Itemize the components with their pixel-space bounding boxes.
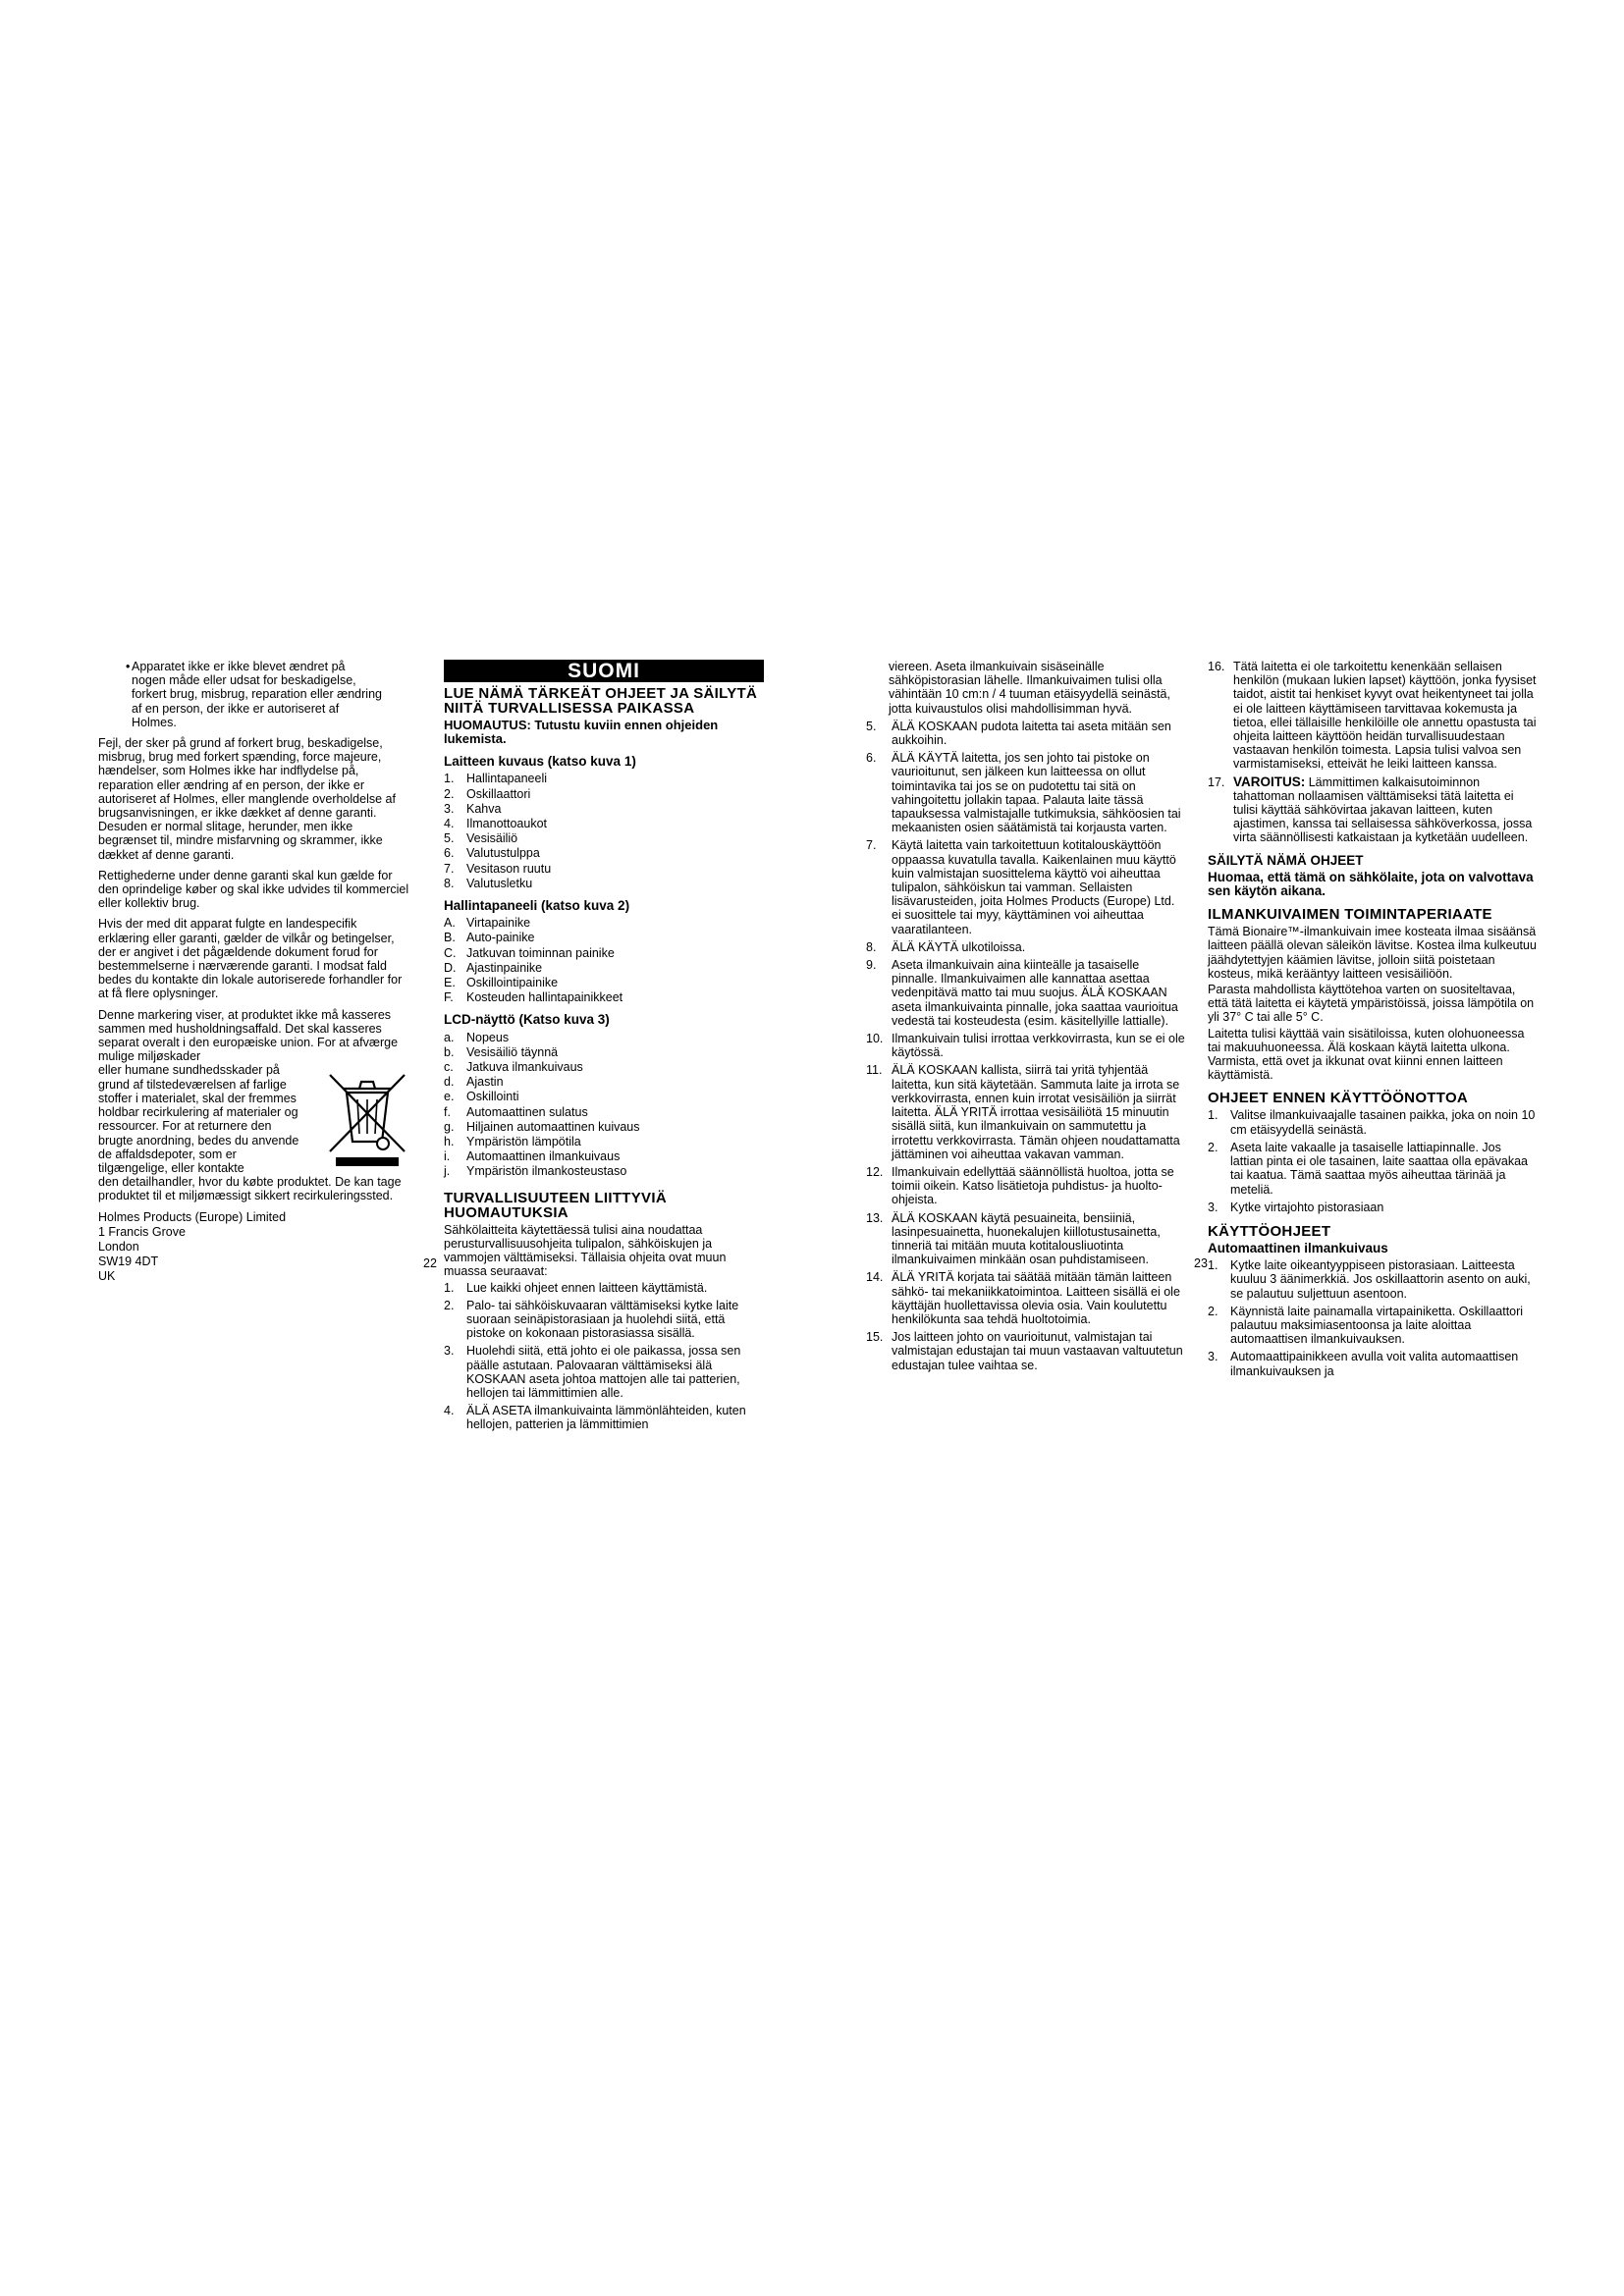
list-item	[1208, 775, 1537, 845]
item-number: 1.	[444, 1280, 455, 1295]
list-item	[444, 831, 764, 845]
parts-list	[444, 772, 764, 890]
list-item	[444, 1031, 764, 1044]
safety-list	[444, 1281, 764, 1432]
item-letter: C.	[444, 945, 457, 960]
list-item	[1208, 1201, 1537, 1214]
bullet-dot: •	[126, 660, 131, 673]
item-text: ÄLÄ KOSKAAN kallista, siirrä tai yritä tyhjentää laitetta, kun sitä käytetään. Sammuta laite ja irrota se verkkovirrasta, ennen kuin irrotat vesisäiliön ja siirrät laitetta. ÄLÄ YRITÄ irrottaa vesisäiliötä 15 minuutin sisällä siitä, kun ilmankuivain on sammutettu ja irrotettu verkkovirrasta. Tämän ohjeen noudattamatta jättäminen voi aiheuttaa vakavan vamman.	[892, 1063, 1180, 1161]
item-text: Ilmankuivain edellyttää säännöllistä huoltoa, jotta se toimii oikein. Katso lisätietoja puhdistus- ja huolto-ohjeista.	[892, 1164, 1174, 1207]
item-text: Ympäristön ilmankosteustaso	[466, 1164, 627, 1179]
list-item	[444, 990, 764, 1004]
column-finnish-2	[866, 660, 1185, 1376]
item-text: Ajastinpainike	[466, 960, 543, 975]
list-item	[444, 772, 764, 785]
item-text: Auto-painike	[466, 931, 535, 945]
item-text: Jatkuva ilmankuivaus	[466, 1060, 583, 1075]
item-number: 6.	[444, 846, 455, 861]
item-letter: c.	[444, 1060, 454, 1075]
item-text: Tätä laitetta ei ole tarkoitettu kenenkään sellaisen henkilön (mukaan lukien lapset) käyttöön, jonka fyysiset taidot, aistit tai henkiset kyvyt ovat heikentyneet tai jolla ei ole laitteen käyttämiseen tarvittavaa kokemusta ja tietoa, ellei tällaisille henkilöille ole annettu opastusta tai ohjeita laitteen käyttöön heidän turvallisuudestaan vastaavan henkilön toimesta. Lapsia tulisi valvoa sen varmistamiseksi, etteivät he leiki laitteen kanssa.	[1233, 660, 1537, 772]
item-letter: A.	[444, 916, 456, 931]
item-letter: D.	[444, 960, 457, 975]
list-item	[866, 1330, 1185, 1372]
list-item	[866, 940, 1185, 954]
item-text: Aseta ilmankuivain aina kiinteälle ja tasaiselle pinnalle. Ilmankuivaimen alle kannattaa asettaa vedenpitävä matto tai muu suojus. ÄLÄ KOSKAAN aseta ilmankuivainta pinnalle, joka saattaa vaurioitua vedestä tai kosteudesta (esim. käsitellyille lattialle).	[892, 958, 1178, 1028]
item-number: 3.	[1208, 1200, 1218, 1214]
item-text: Virtapainike	[466, 916, 531, 931]
item-number: 2.	[444, 1298, 455, 1312]
item-number: 9.	[866, 958, 877, 973]
item-letter: i.	[444, 1149, 451, 1164]
list-item	[444, 1090, 764, 1103]
item-letter: f.	[444, 1104, 451, 1119]
item-letter: d.	[444, 1075, 455, 1090]
list-item	[1208, 1350, 1537, 1377]
item-number: 8.	[866, 939, 877, 954]
list-item	[444, 1135, 764, 1148]
important-instructions-heading: LUE NÄMÄ TÄRKEÄT OHJEET JA SÄILYTÄ NIITÄ TURVALLISESSA PAIKASSA	[444, 685, 758, 718]
item-text: ÄLÄ KOSKAAN käytä pesuaineita, bensiiniä, lasinpesuainetta, huonekalujen kiillotustusainetta, tinneriä tai mitään muuta kotitalousliuotinta ilmankuivaimen minkään osan puhdistamiseen.	[892, 1210, 1161, 1267]
item-text: Aseta laite vakaalle ja tasaiselle lattiapinnalle. Jos lattian pinta ei ole tasainen, laite saattaa olla epävakaa tai kaatua. Tämä saattaa myös aiheuttaa tärinää ja meteliä.	[1230, 1140, 1528, 1197]
recycling-text-end: den detailhandler, hvor du købte produktet. De kan tage produktet til et miljømæssigt sikkert recirkuleringssted.	[98, 1175, 402, 1203]
note-text: HUOMAUTUS: Tutustu kuviin ennen ohjeiden lukemista.	[444, 718, 719, 747]
list-item	[866, 1165, 1185, 1207]
operating-paragraph-1: Tämä Bionaire™-ilmankuivain imee kosteata ilmaa sisäänsä laitteen päällä olevan säleikön lävitse. Kostea ilma kulkeutuu jäähdytettyjen käämien lävitse, jolloin siitä poistetaan kosteus, mikä kerääntyy laitteen vesisäiliöön.	[1208, 925, 1537, 981]
item-number: 1.	[444, 772, 455, 786]
item-text: Ympäristön lämpötila	[466, 1135, 581, 1149]
item-text: Ilmanottoaukot	[466, 817, 547, 831]
list-item	[444, 1149, 764, 1163]
item-number: 3.	[444, 1344, 455, 1359]
list-item	[444, 1075, 764, 1089]
item-text: Vesitason ruutu	[466, 861, 552, 876]
list-item	[444, 1060, 764, 1074]
item-text: Jos laitteen johto on vaurioitunut, valmistajan tai valmistajan edustajan tai muun vastaavan valtuutetun edustajan tulee vaihtaa se.	[892, 1330, 1183, 1372]
list-item	[1208, 1305, 1537, 1347]
item-letter: h.	[444, 1135, 455, 1149]
item-text: ÄLÄ ASETA ilmankuivainta lämmönlähteiden, kuten hellojen, patterien ja lämmittimien	[466, 1404, 746, 1432]
item-text: Automaattinen sulatus	[466, 1104, 588, 1119]
page-number-23: 23	[1194, 1256, 1208, 1270]
item-text: Nopeus	[466, 1030, 510, 1044]
item-letter: a.	[444, 1030, 455, 1044]
list-item	[1208, 1258, 1537, 1301]
item-text: Käytä laitetta vain tarkoitettuun kotitalouskäyttöön oppaassa kuvatulla tavalla. Kaikenlainen muu käyttö kuin valmistajan suosittelema käyttö voi aiheuttaa tulipalon, sähköiskun tai vamman. Sellaisten lisävarusteiden, joita Holmes Products (Europe) Ltd. ei suosittele tai myy, käyttäminen voi aiheuttaa vaaratilanteen.	[892, 838, 1176, 936]
operating-principle-heading: ILMANKUIVAIMEN TOIMINTAPERIAATE	[1208, 906, 1492, 924]
list-item	[444, 846, 764, 860]
item-number: 16.	[1208, 660, 1225, 673]
column-finnish-1	[444, 660, 764, 1436]
list-item	[444, 787, 764, 801]
warranty-paragraph-2: Rettighederne under denne garanti skal kun gælde for den oprindelige køber og skal ikke udvides til kommerciel eller kollektiv brug.	[98, 868, 409, 911]
item-number: 2.	[1208, 1140, 1218, 1154]
item-number: 5.	[444, 831, 455, 846]
item-text: Ilmankuivain tulisi irrottaa verkkovirrasta, kun se ei ole käytössä.	[892, 1032, 1185, 1060]
item-text: Ajastin	[466, 1075, 504, 1090]
column-finnish-3	[1208, 660, 1537, 1382]
list-item	[444, 877, 764, 890]
safety-heading: TURVALLISUUTEEN LIITTYVIÄ HUOMAUTUKSIA	[444, 1189, 667, 1221]
item-letter: g.	[444, 1119, 455, 1134]
list-item	[866, 1270, 1185, 1326]
item-text: Käynnistä laite painamalla virtapainiketta. Oskillaattori palautuu maksimiasentoonsa ja laite aloittaa automaattisen ilmankuivauksen.	[1230, 1304, 1524, 1347]
safety-list-continued	[866, 720, 1185, 1372]
list-item	[444, 931, 764, 944]
save-instructions-note: Huomaa, että tämä on sähkölaite, jota on valvottava sen käytön aikana.	[1208, 869, 1534, 899]
item-letter: e.	[444, 1090, 455, 1104]
item-text	[1233, 775, 1537, 845]
list-item	[444, 1404, 764, 1431]
list-item	[1208, 1141, 1537, 1197]
list-item	[444, 946, 764, 960]
list-item	[866, 1063, 1185, 1160]
item-letter: B.	[444, 931, 456, 945]
column-danish	[98, 660, 410, 1284]
usage-subheading: Automaattinen ilmankuivaus	[1208, 1240, 1388, 1255]
list-item	[866, 1032, 1185, 1059]
item-number: 6.	[866, 751, 877, 766]
item-number: 13.	[866, 1210, 884, 1225]
list-item	[866, 958, 1185, 1028]
list-item	[444, 1344, 764, 1400]
list-item	[444, 1164, 764, 1178]
parts-heading: Laitteen kuvaus (katso kuva 1)	[444, 754, 636, 770]
operating-paragraph-2: Parasta mahdollista käyttötehoa varten on suositeltavaa, että tätä laitetta ei käytetä ympäristöissä, joissa lämpötila on yli 37° C tai alle 5° C.	[1208, 983, 1535, 1025]
save-instructions-heading: SÄILYTÄ NÄMÄ OHJEET	[1208, 852, 1364, 868]
recycling-wrap	[98, 1063, 410, 1175]
list-item	[444, 802, 764, 816]
address-line: UK	[98, 1268, 116, 1283]
item-text: Automaattipainikkeen avulla voit valita automaattisen ilmankuivauksen ja	[1230, 1350, 1519, 1378]
item-text: Oskillaattori	[466, 786, 531, 801]
list-item	[1208, 660, 1537, 772]
address-line: Holmes Products (Europe) Limited	[98, 1209, 287, 1224]
item-number: 2.	[1208, 1304, 1218, 1318]
warning-label: VAROITUS:	[1233, 774, 1306, 789]
warranty-bullet	[98, 660, 410, 729]
list-item	[444, 916, 764, 930]
item-text: Kytke laite oikeantyyppiseen pistorasiaan. Laitteesta kuuluu 3 äänimerkkiä. Jos oskillaattorin asento on auki, se palautuu suljettuun asentoon.	[1230, 1258, 1531, 1301]
page-number-22: 22	[423, 1256, 437, 1270]
list-item	[444, 961, 764, 975]
before-use-heading: OHJEET ENNEN KÄYTTÖÖNOTTOA	[1208, 1090, 1469, 1107]
item-number: 7.	[444, 861, 455, 876]
recycling-text-wrap: eller humane sundhedsskader på grund af tilstedeværelsen af farlige stoffer i materialet, skal der fremmes holdbar recirkulering af materialer og ressourcer. For at returnere den brugte anordning, bedes du anvende de affaldsdepoter, som er tilgængelige, eller kontakte	[98, 1063, 299, 1175]
usage-heading: KÄYTTÖOHJEET	[1208, 1222, 1331, 1240]
item-text: Kahva	[466, 801, 502, 816]
list-item	[444, 1105, 764, 1119]
bullet-text: Apparatet ikke er ikke blevet ændret på nogen måde eller udsat for beskadigelse, forkert brug, misbrug, reparation eller ændring af en person, der ikke er autoriseret af Holmes.	[132, 660, 382, 729]
warning-text: Lämmittimen kalkaisutoiminnon tahattoman nollaamisen välttämiseksi tätä laitetta ei tulisi käyttää sähkövirtaa jakavan laitteen, kuten ajastimen, kanssa tai sellaisessa sähköverkossa, jossa virta säännöllisesti katkaistaan ja kytketään uudelleen.	[1233, 774, 1533, 845]
list-item	[866, 838, 1185, 935]
item-text: Hiljainen automaattinen kuivaus	[466, 1119, 640, 1134]
item-text: Oskillointipainike	[466, 976, 559, 990]
item-number: 2.	[444, 786, 455, 801]
list-item	[444, 1045, 764, 1059]
item-text: ÄLÄ YRITÄ korjata tai säätää mitään tämän laitteen sähkö- tai mekaniikkatoimintoa. Laitteen sisällä ei ole käyttäjän huollettavissa olevia osia. Vain koulutettu henkilökunta saa tehdä huoltotoimia.	[892, 1270, 1180, 1326]
list-item	[444, 1281, 764, 1295]
item-number: 10.	[866, 1032, 884, 1046]
item-number: 4.	[444, 1404, 455, 1418]
item-text: Huolehdi siitä, että johto ei ole paikassa, jossa sen päälle astutaan. Palovaaran välttämiseksi älä KOSKAAN aseta johtoa mattojen alle tai patterien, hellojen tai lämmittimien alle.	[466, 1344, 741, 1400]
list-item	[866, 751, 1185, 834]
control-panel-heading: Hallintapaneeli (katso kuva 2)	[444, 898, 630, 914]
item-text: Oskillointi	[466, 1090, 519, 1104]
item-text: ÄLÄ KÄYTÄ laitetta, jos sen johto tai pistoke on vaurioitunut, sen jälkeen kun laitteessa on ollut toimintavika tai jos se on pudotettu tai sitä on vahingoitettu jollakin tapaa. Palauta laite tässä tapauksessa valmistajalle tutkimuksia, sähköosien tai mekaanisten osien säätämistä tai korjausta varten.	[892, 751, 1181, 835]
item-number: 14.	[866, 1270, 884, 1285]
item-letter: j.	[444, 1164, 451, 1179]
address-line: SW19 4DT	[98, 1254, 159, 1268]
address-line: London	[98, 1239, 139, 1254]
list-item	[866, 720, 1185, 747]
control-panel-list	[444, 916, 764, 1004]
item-number: 1.	[1208, 1258, 1218, 1273]
item-text: Hallintapaneeli	[466, 772, 548, 786]
item-number: 7.	[866, 838, 877, 853]
item-letter: E.	[444, 976, 456, 990]
list-item	[866, 1211, 1185, 1267]
item-number: 8.	[444, 876, 455, 890]
item-text: Lue kaikki ohjeet ennen laitteen käyttämistä.	[466, 1280, 708, 1295]
item-number: 3.	[1208, 1350, 1218, 1364]
continued-text: viereen. Aseta ilmankuivain sisäseinälle sähköpistorasian lähelle. Ilmankuivaimen tulisi olla vähintään 10 cm:n / 4 tuuman etäisyydellä seinästä, jotta kuivaustulos olisi mahdollisimman hyvä.	[889, 660, 1170, 716]
item-letter: b.	[444, 1044, 455, 1059]
list-item	[444, 817, 764, 830]
item-text: Kosteuden hallintapainikkeet	[466, 990, 623, 1005]
item-text: Palo- tai sähköiskuvaaran välttämiseksi kytke laite suoraan seinäpistorasiaan ja huolehdi siitä, että pistoke on kokonaan pistorasiassa sisällä.	[466, 1298, 739, 1341]
safety-intro: Sähkölaitteita käytettäessä tulisi aina noudattaa perusturvallisuusohjeita tulipalon, sähköiskujen ja vammojen välttämiseksi. Tällaisia ohjeita ovat muun muassa seuraavat:	[444, 1222, 727, 1279]
item-text: Vesisäiliö	[466, 831, 518, 846]
list-item	[444, 1299, 764, 1341]
lcd-heading: LCD-näyttö (Katso kuva 3)	[444, 1012, 610, 1028]
warranty-paragraph-1: Fejl, der sker på grund af forkert brug, beskadigelse, misbrug, brug med forkert spænding, force majeure, hændelser, som Holmes ikke har indflydelse på, reparation eller ændring af en person, der ikke er autoriseret af Holmes, eller manglende overholdelse af brugsanvisningen, er ikke dækket af denne garanti. Desuden er normal slitage, herunder, men ikke begrænset til, mindre misfarvning og skrammer, ikke dækket af denne garanti.	[98, 736, 396, 862]
item-text: Vesisäiliö täynnä	[466, 1044, 559, 1059]
list-item	[444, 976, 764, 989]
item-text: Kytke virtajohto pistorasiaan	[1230, 1200, 1384, 1214]
usage-list	[1208, 1258, 1537, 1378]
item-text: Valutustulppa	[466, 846, 540, 861]
item-number: 1.	[1208, 1108, 1218, 1123]
item-number: 4.	[444, 817, 455, 831]
lcd-list	[444, 1031, 764, 1179]
language-banner: SUOMI	[444, 660, 764, 682]
item-text: Valitse ilmankuivaajalle tasainen paikka, joka on noin 10 cm etäisyydellä seinästä.	[1230, 1108, 1536, 1137]
recycling-text-full: Denne markering viser, at produktet ikke må kasseres sammen med husholdningsaffald. Det skal kasseres separat overalt i den europæiske union. For at afværge mulige miljøskader	[98, 1007, 399, 1064]
item-number: 17.	[1208, 774, 1225, 789]
address-line: 1 Francis Grove	[98, 1224, 186, 1239]
item-number: 12.	[866, 1164, 884, 1179]
item-number: 15.	[866, 1330, 884, 1345]
recycling-block	[98, 1008, 410, 1203]
item-letter: F.	[444, 990, 454, 1005]
item-text: Automaattinen ilmankuivaus	[466, 1149, 621, 1164]
list-item	[1208, 1108, 1537, 1136]
item-number: 11.	[866, 1063, 883, 1078]
safety-list-end	[1208, 660, 1537, 845]
item-number: 5.	[866, 719, 877, 733]
list-item	[444, 1120, 764, 1134]
weee-crossed-bin-icon	[322, 1063, 412, 1171]
item-text: ÄLÄ KOSKAAN pudota laitetta tai aseta mitään sen aukkoihin.	[892, 719, 1171, 748]
item-number: 3.	[444, 801, 455, 816]
item-text: Valutusletku	[466, 876, 533, 890]
before-use-list	[1208, 1108, 1537, 1213]
operating-paragraph-3: Laitetta tulisi käyttää vain sisätiloissa, kuten olohuoneessa tai makuuhuoneessa. Älä koskaan käytä laitetta ulkona. Varmista, että ovet ja ikkunat ovat kiinni ennen laitteen käyttämistä.	[1208, 1026, 1525, 1083]
list-item	[444, 862, 764, 876]
company-address	[98, 1210, 410, 1284]
warranty-paragraph-3: Hvis der med dit apparat fulgte en landespecifik erklæring eller garanti, gælder de vilkår og betingelser, der er angivet i det pågældende dokument forud for bestemmelserne i nærværende garanti. I modsat fald bedes du kontakte din lokale autoriserede forhandler for at få flere oplysninger.	[98, 917, 403, 1001]
item-text: ÄLÄ KÄYTÄ ulkotiloissa.	[892, 939, 1026, 954]
item-text: Jatkuvan toiminnan painike	[466, 945, 615, 960]
